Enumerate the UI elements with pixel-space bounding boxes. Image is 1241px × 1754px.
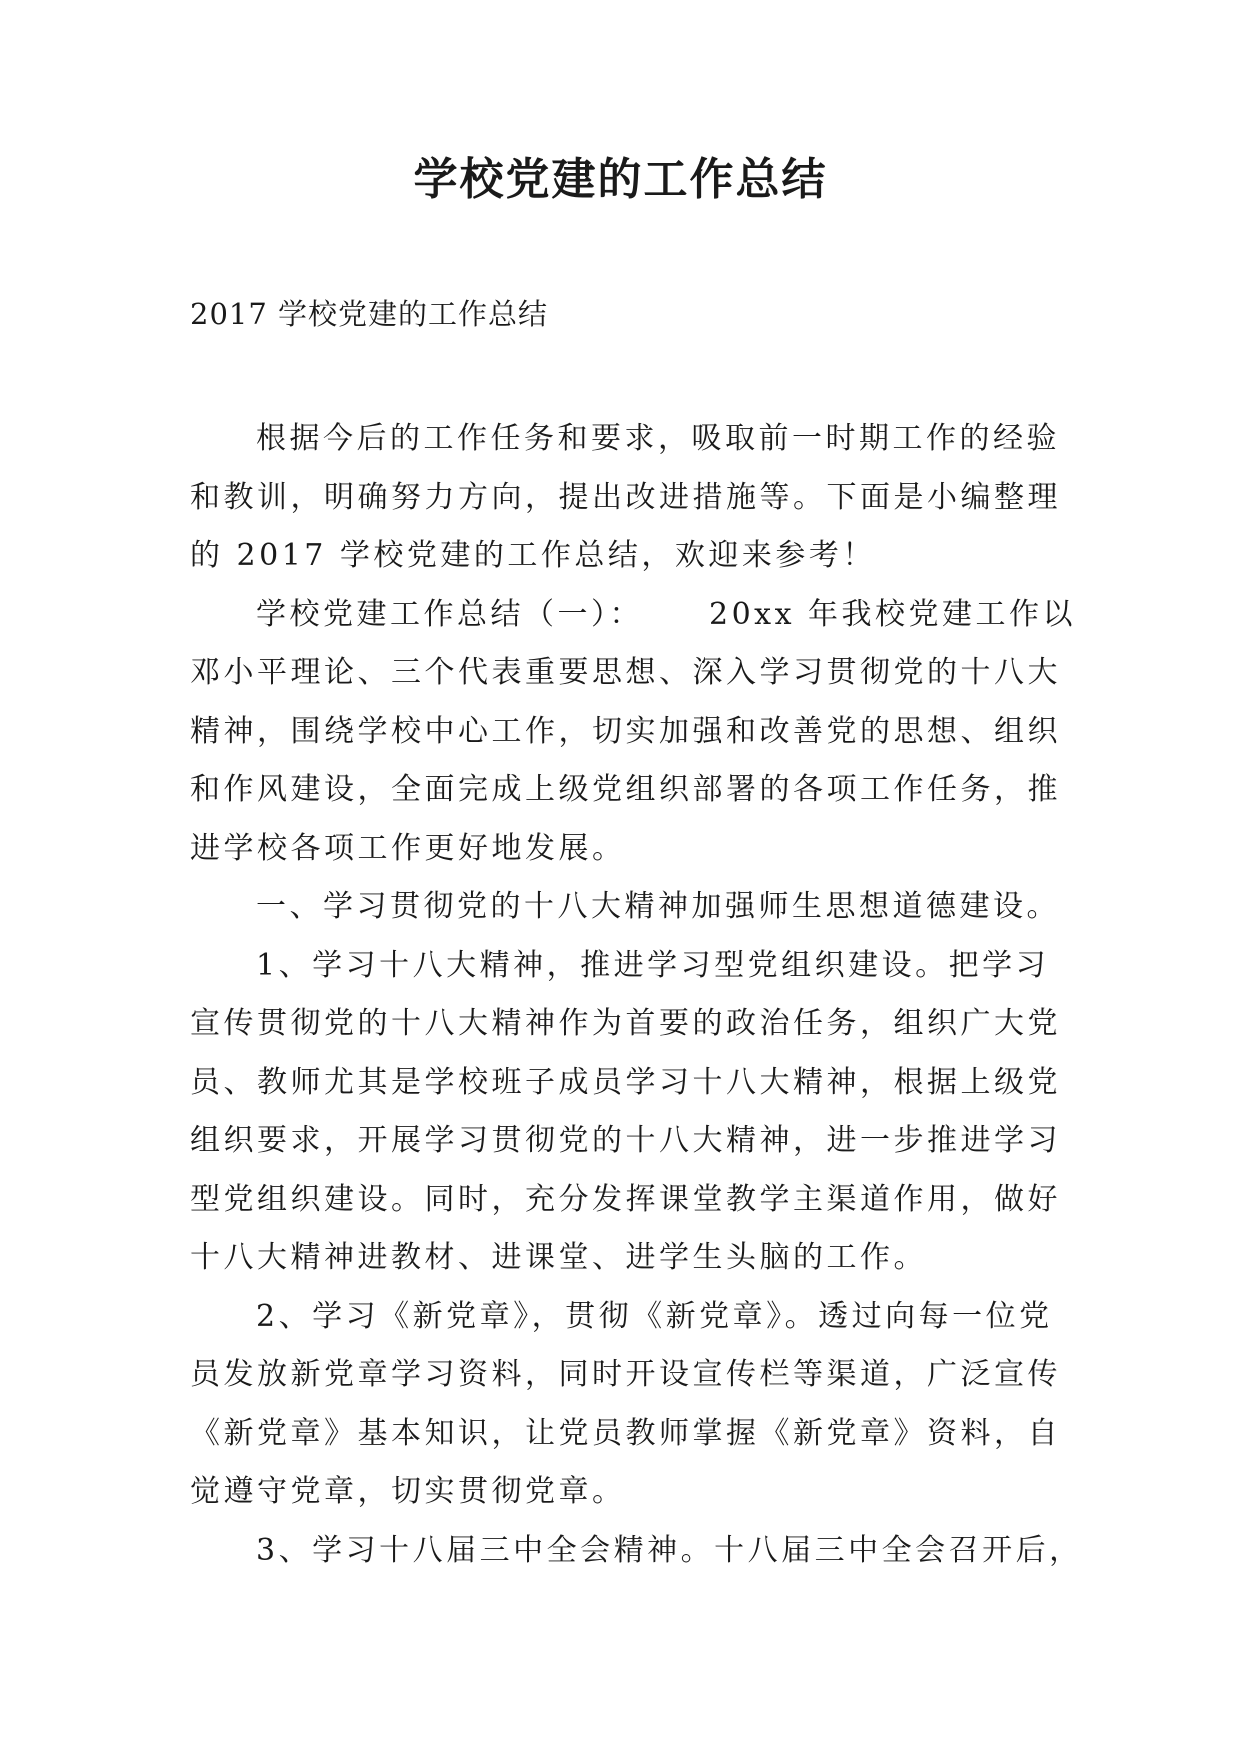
body-line: 精神，围绕学校中心工作，切实加强和改善党的思想、组织 <box>190 713 1061 749</box>
body-line: 的 2017 学校党建的工作总结，欢迎来参考！ <box>190 538 876 573</box>
body-line: 1、学习十八大精神，推进学习型党组织建设。把学习 <box>256 947 1050 983</box>
body-text: 20xx 年我校党建工作以 <box>709 596 1077 632</box>
body-line: 十八大精神进教材、进课堂、进学生头脑的工作。 <box>190 1240 927 1275</box>
section-heading: 一、学习贯彻党的十八大精神加强师生思想道德建设。 <box>256 889 1060 924</box>
body-line: 3、学习十八届三中全会精神。十八届三中全会召开后， <box>256 1532 1083 1568</box>
body-line: 觉遵守党章，切实贯彻党章。 <box>190 1474 626 1509</box>
body-line: 进学校各项工作更好地发展。 <box>190 830 626 866</box>
body-line: 组织要求，开展学习贯彻党的十八大精神，进一步推进学习 <box>190 1123 1061 1158</box>
body-line: 员、教师尤其是学校班子成员学习十八大精神，根据上级党 <box>190 1064 1061 1100</box>
body-line: 根据今后的工作任务和要求，吸取前一时期工作的经验 <box>256 421 1060 456</box>
body-line: 和作风建设，全面完成上级党组织部署的各项工作任务，推 <box>190 772 1061 807</box>
body-line: 2、学习《新党章》，贯彻《新党章》。透过向每一位党 <box>256 1298 1053 1334</box>
body-line: 和教训，明确努力方向，提出改进措施等。下面是小编整理 <box>190 479 1061 515</box>
section-heading: 学校党建工作总结（一）： <box>256 596 643 632</box>
body-line: 员发放新党章学习资料，同时开设宣传栏等渠道，广泛宣传 <box>190 1357 1061 1392</box>
document-body <box>190 410 1083 1580</box>
body-line: 型党组织建设。同时，充分发挥课堂教学主渠道作用，做好 <box>190 1181 1061 1217</box>
body-line: 《新党章》基本知识，让党员教师掌握《新党章》资料，自 <box>190 1415 1061 1451</box>
body-line: 邓小平理论、三个代表重要思想、深入学习贯彻党的十八大 <box>190 655 1061 690</box>
document-title: 学校党建的工作总结 <box>413 154 828 205</box>
document-subtitle: 2017 学校党建的工作总结 <box>190 297 549 331</box>
body-line <box>190 586 1077 645</box>
body-line: 宣传贯彻党的十八大精神作为首要的政治任务，组织广大党 <box>190 1006 1061 1041</box>
